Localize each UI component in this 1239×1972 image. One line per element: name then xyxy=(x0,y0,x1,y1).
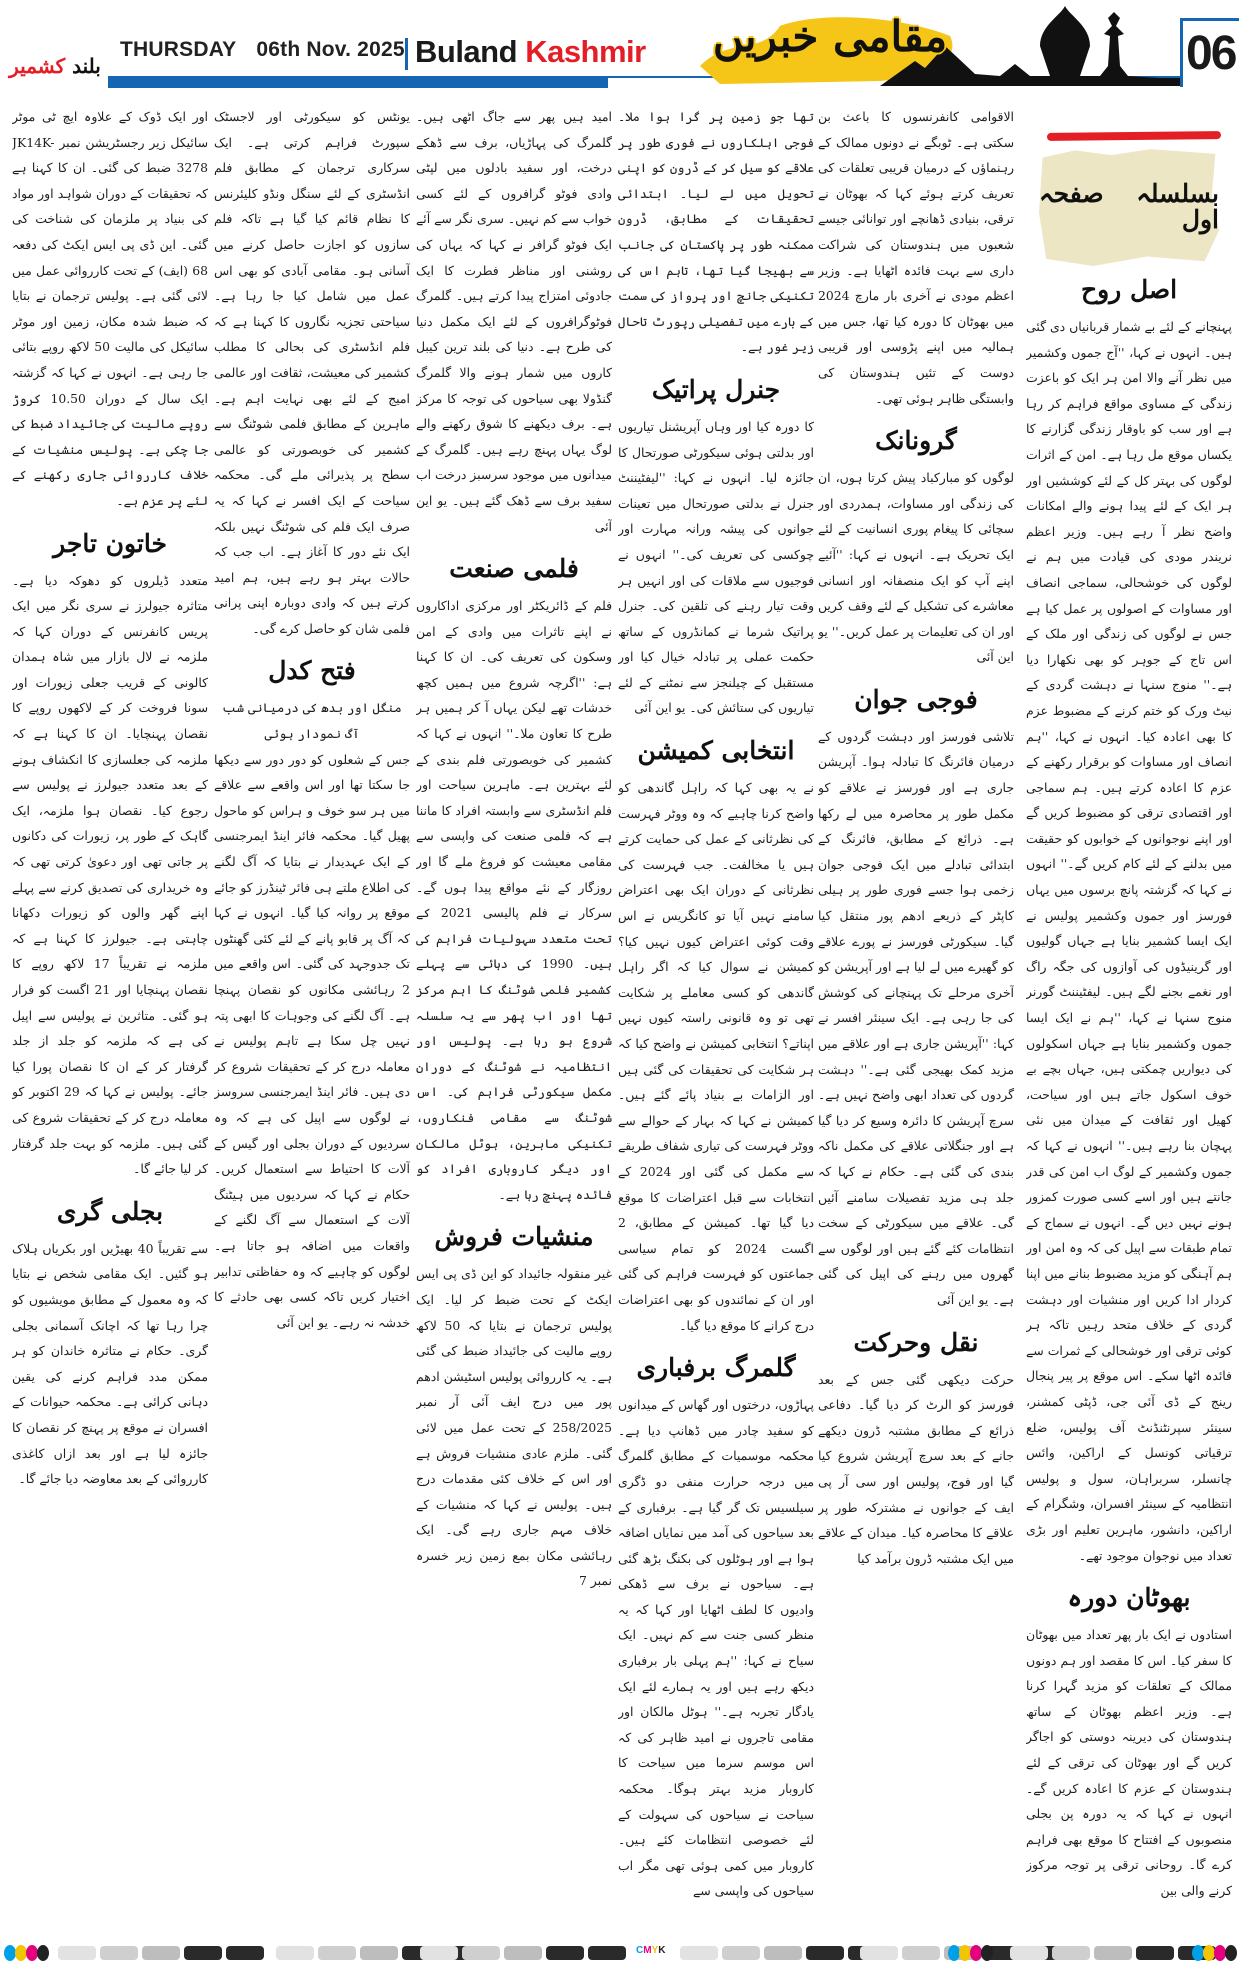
article-body: حرکت دیکھی گئی جس کے بعد فورسز کو الرٹ کر دیا گیا۔ دفاعی ذرائع کے مطابق مشتبہ ڈرون دیکھے جانے کے بعد سرچ آپریشن شروع کیا گیا اور فوج، پولیس اور سی آر پی ایف کے جوانوں نے مشترکہ طور پر علاقے کا محاصرہ کیا۔ میدان کے علاقے میں ایک مشتبہ ڈرون برآمد کیا xyxy=(818,1371,1014,1566)
article-body: الاقوامی کانفرنسوں کا باعث بن سکتی ہے۔ ٹوبگے نے دونوں ممالک کے رہنماؤں کے درمیان قریبی تعلقات کی تعریف کرتے ہوئے کہا کہ بھوٹان نے ترقی، بنیادی ڈھانچے اور توانائی جیسے شعبوں میں ہندوستان کی شراکت داری سے بہت فائدہ اٹھایا ہے۔ وزیر اعظم مودی نے آخری بار مارچ 2024 میں بھوٹان کا دورہ کیا تھا، جس میں ہمالیہ میں اپنے پڑوسی اور قریبی دوست کے تئیں ہندوستان کی وابستگی ظاہر ہوئی تھی۔ xyxy=(818,109,1014,406)
article-body: کا دورہ کیا اور وہاں آپریشنل تیاریوں اور بدلتی ہوئی سیکورٹی صورتحال کا جائزہ لیا۔ انہوں نے کہا: ''لیفٹیننٹ جنرل نے بدلتی صورتحال میں تعینات جوانوں کی پیشہ ورانہ مہارت اور چوکسی کی تعریف کی۔'' انہوں نے فوجیوں سے ملاقات کی اور انہیں ہر وقت تیار رہنے کی تلقین کی۔ جنرل پراتیک شرما نے کمانڈروں کے ساتھ حکمت عملی پر تبادلہ خیال کیا اور مستقبل کے چیلنجز سے نمٹنے کے لئے تیاریوں کی ستائش کی۔ یو این آئی xyxy=(618,418,814,716)
tone-swatch xyxy=(58,1946,96,1960)
article-body: استادوں نے ایک بار پھر تعداد میں بھوٹان کا سفر کیا۔ اس کا مقصد اور ہم دونوں ممالک کے تعلقات کو مزید گہرا کرنا ہے۔ وزیر اعظم بھوٹان کے ساتھ ہندوستان کی دیرینہ دوستی کو اجاگر کریں گے اور بھوٹان کی ترقی کے لئے ہندوستان کے عزم کا اعادہ کریں گے۔ انہوں نے کہا کہ یہ دورہ پن بجلی منصوبوں کے افتتاح کا موقع بھی فراہم کرے گا۔ روحانی ترقی پر توجہ مرکوز کرنے والی بین xyxy=(1026,1627,1232,1899)
column-6 xyxy=(12,104,208,1910)
article-headline: نقل وحرکت xyxy=(853,1327,979,1357)
tone-swatch xyxy=(420,1946,458,1960)
newspaper-title xyxy=(415,34,646,70)
tone-swatch xyxy=(226,1946,264,1960)
article-body: جس کے شعلوں کو دور دور سے دیکھا جا سکتا تھا اور اس واقعے سے علاقے میں ہر سو خوف و ہراس کو ماحول پھیل گیا۔ محکمہ فائر اینڈ ایمرجنسی کے ایک عہدیدار نے بتایا کہ آگ لگنے کی اطلاع ملتے ہی فائر ٹینڈرز کو جائے موقع پر روانہ کیا گیا۔ انہوں نے کہا کہ آگ پر قابو پانے کے لئے کئی گھنٹوں تک جدوجہد کی گئی۔ اس واقعے میں 2 رہائشی مکانوں کو نقصان پہنچا ہے۔ آگ لگنے کی وجوہات کا ابھی پتہ نہیں چل سکا ہے تاہم پولیس نے معاملہ درج کر کے تحقیقات شروع کر دی ہیں۔ فائر اینڈ ایمرجنسی سروسز نے لوگوں سے اپیل کی ہے کہ وہ سردیوں کے دوران بجلی اور گیس کے آلات کا احتیاط سے استعمال کریں۔ حکام نے کہا کہ سردیوں میں ہیٹنگ آلات کے استعمال سے آگ لگنے کے واقعات میں اضافہ ہو جاتا ہے۔ لوگوں کو چاہیے کہ وہ حفاظتی تدابیر اختیار کریں تاکہ کسی بھی حادثے کا خدشہ نہ رہے۔ یو این آئی xyxy=(214,751,410,1330)
tone-swatch xyxy=(100,1946,138,1960)
tone-swatch xyxy=(1010,1946,1048,1960)
column-5 xyxy=(214,104,410,1910)
tone-swatch xyxy=(680,1946,718,1960)
brand-kashmir: Kashmir xyxy=(525,34,646,69)
article-body: فلم کے ڈائریکٹر اور مرکزی اداکاروں نے اپنے تاثرات میں وادی کے امن وسکون کی تعریف کی۔ ان کا کہنا ہے: ''اگرچہ شروع میں ہمیں کچھ خدشات تھے لیکن یہاں آ کر ہمیں ہر طرح کا تعاون ملا۔'' انہوں نے کہا کہ کشمیر کی خوبصورتی فلم بندی کے لئے بہترین ہے۔ ماہرین سیاحت اور فلم انڈسٹری سے وابستہ افراد کا ماننا ہے کہ فلمی صنعت کی واپسی سے مقامی معیشت کو فروغ ملے گا اور روزگار کے نئے مواقع پیدا ہوں گے۔ سرکار نے فلم پالیسی 2021 کے تحت متعدد سہولیات فراہم کی ہیں۔ 1990 کی دہائی سے پہلے کشمیر فلمی شوٹنگ کا اہم مرکز تھا اور اب پھر سے یہ سلسلہ شروع ہو رہا ہے۔ پولیس اور انتظامیہ نے شوٹنگ کے دوران مکمل سیکورٹی فراہم کی۔ اس شوٹنگ سے مقامی فنکاروں، تکنیکی ماہرین، ہوٹل مالکان اور دیگر کاروباری افراد کو فائدہ پہنچ رہا ہے۔ xyxy=(416,598,612,1202)
article-headline: اصل روح xyxy=(1080,275,1178,304)
tone-swatch xyxy=(360,1946,398,1960)
red-brush-strip xyxy=(1047,131,1221,141)
article-headline: گرونانک xyxy=(875,426,957,456)
tone-swatch xyxy=(860,1946,898,1960)
article-body: تھا جو زمین پر گرا ہوا ملا۔ فوجی اہلکاروں نے فوری طور پر علاقے کو سیل کر کے ڈرون کو اپنی تحویل میں لے لیا۔ ابتدائی تحقیقات کے مطابق، ڈرون ممکنہ طور پر پاکستان کی جانب سے بھیجا گیا تھا، تاہم اس کی تکنیکی جانچ اور پرواز کی سمت کے بارے میں تفصیلی رپورٹ تاحال زیر غور ہے۔ xyxy=(618,109,814,355)
news-columns xyxy=(6,104,1234,1910)
cmyk-label: CMYK xyxy=(636,1945,666,1956)
continued-label: بسلسلہ صفحہ اول xyxy=(1039,179,1219,234)
tone-swatch xyxy=(806,1946,844,1960)
dateline xyxy=(120,38,419,62)
tone-swatch xyxy=(546,1946,584,1960)
article-body: یونٹس کو سیکورٹی اور لاجسٹک سپورٹ فراہم کرتی ہے۔ ایک سرکاری ترجمان کے مطابق فلم انڈسٹری کے لئے سنگل ونڈو کلیئرنس کا نظام قائم کیا گیا ہے تاکہ فلم سازوں کو اجازت حاصل کرنے میں آسانی ہو۔ مقامی آبادی کو بھی اس عمل میں شامل کیا جا رہا ہے۔ سیاحتی تجزیہ نگاروں کا کہنا ہے کہ فلم انڈسٹری کی بحالی کا مطلب کشمیر کی معیشت، ثقافت اور عالمی امیج کے لئے بھی نہایت اہم ہے۔ ماہرین کے مطابق فلمی شوٹنگ سے کشمیر کی خوبصورتی کو عالمی سطح پر پذیرائی ملے گی۔ محکمہ سیاحت کے ایک افسر نے کہا کہ یہ صرف ایک فلم کی شوٹنگ نہیں بلکہ ایک نئے دور کا آغاز ہے۔ اب جب کہ حالات بہتر ہو رہے ہیں، ہم امید کرتے ہیں کہ وادی دوبارہ اپنی پرانی فلمی شان کو حاصل کرے گی۔ xyxy=(214,109,410,636)
article-body: غیر منقولہ جائیداد کو این ڈی پی ایس ایکٹ کے تحت ضبط کر لیا۔ ایک پولیس ترجمان نے بتایا کہ 50 لاکھ روپے مالیت کی جائیداد ضبط کی گئی ہے۔ یہ کارروائی پولیس اسٹیشن ادھم پور میں درج ایف آئی آر نمبر 258/2025 کے تحت عمل میں لائی گئی۔ ملزم عادی منشیات فروش ہے اور اس کے خلاف کئی مقدمات درج ہیں۔ پولیس نے کہا کہ منشیات کے خلاف مہم جاری رہے گی۔ ایک رہائشی مکان بمع زمین زیر خسرہ نمبر 7 xyxy=(416,1266,612,1589)
article-body: لوگوں کو مبارکباد پیش کرتا ہوں، ان کی زندگی اور مساوات، ہمدردی اور سچائی کا پیغام پوری انسانیت کے لئے ایک تحریک ہے۔ انہوں نے کہا: ''آئیے اپنے آپ کو ایک منصفانہ اور انسانی معاشرے کی تشکیل کے لئے وقف کریں اور ان کی تعلیمات پر عمل کریں۔'' یو این آئی xyxy=(818,470,1014,665)
title-divider xyxy=(405,38,408,70)
weekday: THURSDAY xyxy=(120,38,237,61)
issue-date: 06th Nov. 2025 xyxy=(256,38,405,61)
page-number: 06 xyxy=(1186,27,1236,80)
article-headline: منشیات فروش xyxy=(434,1222,594,1252)
tone-swatch xyxy=(184,1946,222,1960)
article-headline: فوجی جوان xyxy=(854,684,978,714)
registration-dot xyxy=(981,1945,993,1961)
print-registration-strip xyxy=(0,1942,1239,1962)
tone-swatch xyxy=(142,1946,180,1960)
registration-dot xyxy=(37,1945,49,1961)
article-headline: انتخابی کمیشن xyxy=(637,736,795,766)
article-body: تلاشی فورسز اور دہشت گردوں کے درمیان فائرنگ کا تبادلہ ہوا۔ آپریشن جاری ہے اور فورسز نے علاقے کو مکمل طور پر محاصرہ میں لے رکھا ہے۔ ذرائع کے مطابق، فائرنگ کے ابتدائی تبادلے میں ایک فوجی جوان زخمی ہوا جسے فوری طور پر ہیلی کاپٹر کے ذریعے ادھم پور منتقل کیا گیا۔ سیکورٹی فورسز نے پورے علاقے کو گھیرے میں لے لیا ہے اور آپریشن کو آخری مرحلے تک پہنچانے کی کوشش کی جا رہی ہے۔ ایک سینئر افسر نے کہا: ''آپریشن جاری ہے اور علاقے میں مزید کمک بھیجی گئی ہے۔'' دہشت گردوں کی تعداد ابھی واضح نہیں ہے۔ سرچ آپریشن کا دائرہ وسیع کر دیا گیا ہے اور جنگلاتی علاقے کی مکمل ناکہ بندی کی گئی ہے۔ حکام نے کہا کہ جلد ہی مزید تفصیلات سامنے آئیں گی۔ علاقے میں سیکورٹی کے سخت انتظامات کئے گئے ہیں اور لوگوں سے گھروں میں رہنے کی اپیل کی گئی ہے۔ یو این آئی xyxy=(818,728,1014,1307)
logo-word-buland: بلند xyxy=(72,54,101,78)
article-body: متعدد ڈیلروں کو دھوکہ دیا ہے۔ متاثرہ جیولرز نے سری نگر میں ایک پریس کانفرنس کے دوران کہا کہ ملزمہ نے لال بازار میں شاہ ہمدان کالونی کے قریب جعلی زیورات اور سونا فروخت کر کے لاکھوں روپے کا نقصان پہنچایا۔ ان کا کہنا ہے کہ ملزمہ کی جعلسازی کا انکشاف ہونے کے بعد متعدد جیولرز نے پولیس سے رجوع کیا۔ نقصان ہوا ملزمہ، ایک گاہک کے طور پر، زیورات کی دکانوں پر جاتی تھی اور دعویٰ کرتی تھی کہ وہ خریداری کی تصدیق کرنے سے پہلے اپنے گھر والوں کو زیورات دکھانا چاہتی ہے۔ جیولرز کا کہنا ہے کہ ملزمہ نے تقریباً 17 لاکھ روپے کا نقصان پہنچایا اور 21 اگست کو فرار ہو گئی۔ متاثرین نے پولیس سے اپیل کی ہے کہ ملزمہ کو جلد از جلد گرفتار کر کے ان کا نقصان پورا کیا جائے۔ پولیس نے کہا کہ 29 اکتوبر کو معاملہ درج کر کے تحقیقات شروع کی گئی ہیں۔ ملزمہ کو بہت جلد گرفتار کر لیا جائے گا۔ xyxy=(12,572,208,1177)
column-1 xyxy=(1026,104,1232,1910)
article-subheadline: منگل اور بدھ کی درمیانی شب آگ نمودار ہوئی xyxy=(222,700,402,742)
article-body: پہنچانے کے لئے بے شمار قربانیاں دی گئی ہیں۔ انہوں نے کہا، ''آج جموں وکشمیر میں نظر آنے والا امن ہر ایک کو باعزت زندگی کے مساوی مواقع فراہم کر رہا ہے اور سب کو باوقار زندگی گزارنے کا یکساں موقع مل رہا ہے۔ امن کے اثرات لوگوں کی بہتر کل کے لئے کوششیں اور ہر ایک کے لئے پیدا ہونے والے امکانات واضح نظر آ رہے ہیں۔ وزیر اعظم نریندر مودی کی قیادت میں ہم نے لوگوں کی خوشحالی، سماجی انصاف اور مساوات کے اصولوں پر عمل کیا ہے جس نے لوگوں کی زندگی اور ملک کے اس تاج کے جوہر کو بھی نکھارا دیا ہے۔'' منوج سنہا نے دہشت گردی کے نیٹ ورک کو ختم کرنے کے مضبوط عزم کا بھی اعادہ کیا۔ انہوں نے کہا، ''ہم انصاف اور مساوات کو برقرار رکھنے کے عزم کا اعادہ کرتے ہیں۔ ہم سماجی اور اقتصادی ترقی کو مضبوط کریں گے اور اپنے نوجوانوں کے خوابوں کو حقیقت میں بدلنے کے لئے کام کریں گے۔'' انہوں نے کہا کہ گزشتہ پانچ برسوں میں یہاں فورسز اور جموں وکشمیر پولیس نے ایک ایسا کشمیر بنایا ہے جہاں گولیوں اور گرینیڈوں کی آوازوں کی جگہ راگ اور نغمے بجنے لگے ہیں۔ لیفٹیننٹ گورنر منوج سنہا نے کہا، ''ہم نے ایک ایسا جموں وکشمیر بنایا ہے جہاں اسکولوں کی دیواریں چمکتی ہیں، جہاں بچے بے خوف اسکول جاتے ہیں اور سیاحت، کھیل اور ثقافت کے میدان میں نئی پہچان بنا رہے ہیں۔'' انہوں نے کہا کہ جموں وکشمیر کے لوگ اب امن کی قدر جانتے ہیں اور اسے کسی صورت کمزور ہونے نہیں دیں گے۔ انہوں نے سماج کے تمام طبقات سے اپیل کی کہ وہ امن اور ہم آہنگی کو مزید مضبوط بنانے میں اپنا کردار ادا کریں اور منشیات اور دہشت گردی کے خلاف متحد رہیں تاکہ ہر کوئی ترقی اور خوشحالی کے ثمرات سے فائدہ اٹھا سکے۔ اس موقع پر پیر پنجال رینج کے ڈی آئی جی، ڈپٹی کمشنر، سینئر سپرنٹنڈنٹ آف پولیس، ضلع ترقیاتی کونسل کے اراکین، وائس چانسلر، سربراہان، سول و پولیس انتظامیہ کے سینئر افسران، وشگرام کے اراکین، دانشور، ماہرین تعلیم اور بڑی تعداد میں نوجوان موجود تھے۔ xyxy=(1026,319,1232,1563)
tone-swatch xyxy=(318,1946,356,1960)
column-4 xyxy=(416,104,612,1910)
article-body: اور ایک ڈوک کے علاوہ ایچ ٹی موٹر سائیکل زیر رجسٹریشن نمبر JK14K-3278 ضبط کی گئی۔ ان کا کہنا ہے کہ تحقیقات کے دوران شواہد اور مواد کی بنیاد پر ملزمان کی شناخت کی گئی۔ این ڈی پی ایس ایکٹ کی دفعہ 68 (ایف) کے تحت کارروائی عمل میں لائی گئی ہے۔ پولیس ترجمان نے بتایا کہ ضبط شدہ مکان، زمین اور موٹر سائیکل کی مالیت 50 لاکھ روپے بتائی جا رہی ہے۔ انہوں نے کہا کہ گزشتہ ایک سال کے دوران 10.50 کروڑ روپے مالیت کی جائیداد ضبط کی جا چکی ہے۔ پولیس منشیات کے خلاف کارروائی جاری رکھنے کے لئے پر عزم ہے۔ xyxy=(12,109,208,508)
tone-swatch xyxy=(722,1946,760,1960)
article-headline: فلمی صنعت xyxy=(449,554,579,584)
article-headline: جنرل پراتیک xyxy=(651,374,781,404)
article-headline: بھوٹان دورہ xyxy=(1067,1583,1191,1613)
article-headline: بجلی گری xyxy=(56,1196,164,1226)
tone-swatch xyxy=(902,1946,940,1960)
newspaper-logo xyxy=(6,48,104,84)
article-body: پہاڑوں، درختوں اور گھاس کے میدانوں کو سفید چادر میں ڈھانپ دیا ہے۔ محکمہ موسمیات کے مطابق گلمرگ میں درجہ حرارت منفی دو ڈگری سیلسیس تک گر گیا ہے۔ برفباری کے بعد سیاحوں کی آمد میں نمایاں اضافہ ہوا ہے اور ہوٹلوں کی بکنگ بڑھ گئی ہے۔ سیاحوں نے برف سے ڈھکی وادیوں کا لطف اٹھایا اور کہا کہ یہ منظر کسی جنت سے کم نہیں۔ ایک سیاح نے کہا: ''ہم پہلی بار برفباری دیکھ رہے ہیں اور یہ ہمارے لئے ایک یادگار تجربہ ہے۔'' ہوٹل مالکان اور مقامی تاجروں نے امید ظاہر کی کہ اس موسم سرما میں سیاحت کا کاروبار مزید بہتر ہوگا۔ محکمہ سیاحت نے سیاحوں کی سہولت کے لئے خصوصی انتظامات کئے ہیں۔ کاروبار میں کمی ہوئی تھی مگر اب سیاحوں کی واپسی سے xyxy=(618,1397,814,1899)
column-3 xyxy=(618,104,814,1910)
logo-word-kashmir: کشمیر xyxy=(9,54,66,78)
tone-swatch xyxy=(1094,1946,1132,1960)
tone-swatch xyxy=(1052,1946,1090,1960)
article-body: سے تقریباً 40 بھیڑیں اور بکریاں ہلاک ہو گئیں۔ ایک مقامی شخص نے بتایا کہ وہ معمول کے مطابق مویشیوں کو چرا رہا تھا کہ اچانک آسمانی بجلی گری۔ حکام نے متاثرہ خاندان کو ہر ممکن مدد فراہم کرنے کی یقین دہانی کرائی ہے۔ محکمہ حیوانات کے افسران نے موقع پر پہنچ کر نقصان کا جائزہ لیا ہے اور بعد ازاں کاغذی کارروائی کے بعد معاوضہ دیا جائے گا۔ xyxy=(12,1240,208,1487)
column-2 xyxy=(818,104,1014,1910)
article-body: امید ہیں پھر سے جاگ اٹھی ہیں۔ گلمرگ کی پہاڑیاں، برف سے ڈھکے درخت، اور سفید بادلوں میں لپٹی وادی فوٹو گرافروں کے لئے کسی خواب سے کم نہیں۔ سری نگر سے آئے ایک فوٹو گرافر نے کہا کہ یہاں کی روشنی اور مناظر فطرت کا ایک جادوئی امتزاج پیدا کرتے ہیں۔ گلمرگ فوٹوگرافروں کے لئے ایک مکمل دنیا کی طرح ہے۔ دنیا کی بلند ترین کیبل کاروں میں شمار ہونے والا گلمرگ گنڈولا بھی سیاحوں کی توجہ کا مرکز ہے۔ برف دیکھنے کا شوق رکھنے والے لوگ یہاں پہنچ رہے ہیں۔ گلمرگ کے میدانوں میں موجود سرسبز درخت اب سفید برف سے ڈھک گئے ہیں۔ یو این آئی xyxy=(416,109,612,534)
tone-swatch xyxy=(276,1946,314,1960)
tone-swatch xyxy=(588,1946,626,1960)
article-headline: خاتون تاجر xyxy=(53,528,167,558)
article-headline: فتح کدل xyxy=(268,656,356,686)
article-body: نے یہ بھی کہا کہ راہل گاندھی کو واضح کرنا چاہیے کہ وہ ووٹر فہرست کی نظرثانی کے عمل کی حمایت کرتے ہیں یا مخالفت۔ جب فہرست کی نظرثانی کے دوران ایک بھی اعتراض سامنے نہیں آیا تو کانگریس نے اس وقت کوئی اعتراض کیوں نہیں کیا؟ کمیشن نے سوال کیا کہ اگر راہل گاندھی کو کسی معاملے پر شکایت تھی تو وہ قانونی راستہ کیوں نہیں اپناتے؟ انتخابی کمیشن نے واضح کیا کہ ہر شکایت کی تحقیقات کی گئی ہیں اور الزامات بے بنیاد پائے گئے ہیں۔ کمیشن نے کہا کہ بہار کے حوالے سے ووٹر فہرست کی تیاری شفاف طریقے سے مکمل کی گئی اور 2024 کے انتخابات سے قبل اعتراضات کا موقع دیا گیا تھا۔ کمیشن کے مطابق، 2 اگست 2024 کو تمام سیاسی جماعتوں کو فہرست فراہم کی گئی اور ان کے نمائندوں کو بھی اعتراضات درج کرانے کا موقع دیا گیا۔ xyxy=(618,780,814,1333)
masthead xyxy=(0,0,1239,86)
tone-swatch xyxy=(462,1946,500,1960)
article-headline: گلمرگ برفباری xyxy=(636,1353,796,1383)
continued-from-front-page-box xyxy=(1039,104,1219,244)
tone-swatch xyxy=(764,1946,802,1960)
brand-buland: Buland xyxy=(415,34,518,69)
tone-swatch xyxy=(504,1946,542,1960)
registration-dot xyxy=(1225,1945,1237,1961)
header-blue-bar xyxy=(108,76,608,88)
tone-swatch xyxy=(1136,1946,1174,1960)
section-title: مقامی خبریں xyxy=(712,12,948,61)
